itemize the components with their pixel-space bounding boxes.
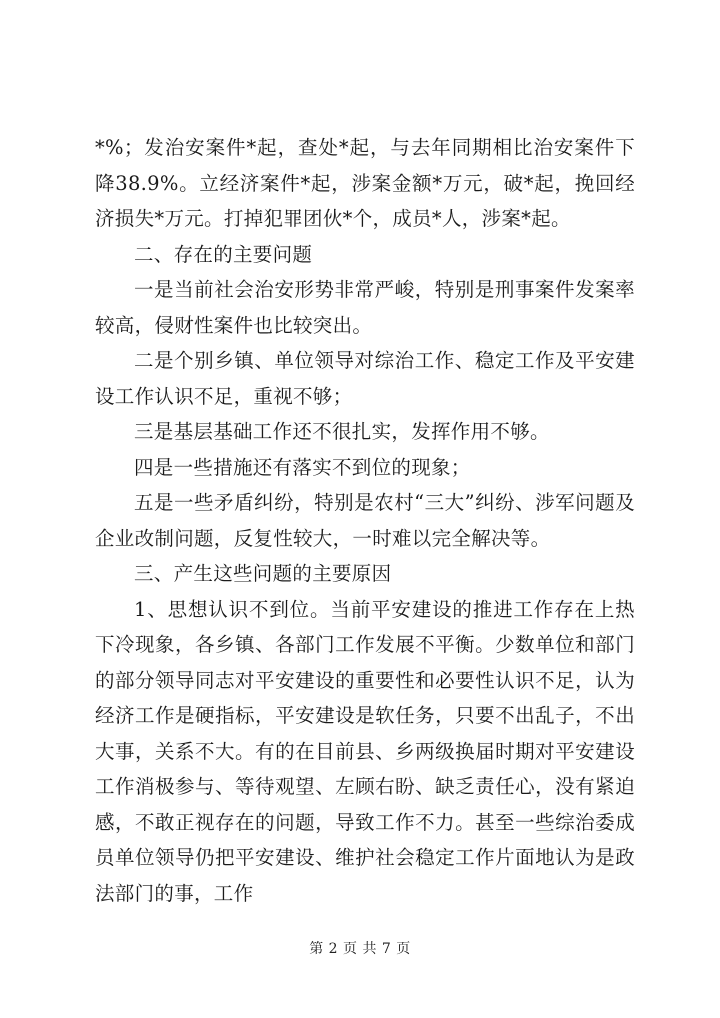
paragraph-problem-5: 五是一些矛盾纠纷，特别是农村“三大”纠纷、涉军问题及企业改制问题，反复性较大，一时难以完全解决等。 bbox=[95, 491, 635, 550]
section-heading-main-causes: 三、产生这些问题的主要原因 bbox=[134, 562, 392, 585]
paragraph-statistics-continued: *%；发治安案件*起，查处*起，与去年同期相比治安案件下降38.9%。立经济案件*起，涉案金额*万元，破*起，挽回经济损失*万元。打掉犯罪团伙*个，成员*人，涉案*起。 bbox=[95, 136, 635, 230]
paragraph-problem-2: 二是个别乡镇、单位领导对综治工作、稳定工作及平安建设工作认识不足，重视不够； bbox=[95, 349, 635, 408]
paragraph-problem-3: 三是基层基础工作还不很扎实，发挥作用不够。 bbox=[134, 420, 550, 443]
document-body bbox=[95, 130, 635, 911]
section-heading-main-problems: 二、存在的主要问题 bbox=[134, 242, 313, 266]
paragraph-problem-4: 四是一些措施还有落实不到位的现象； bbox=[134, 455, 471, 479]
paragraph-cause-1: 1、思想认识不到位。当前平安建设的推进工作存在上热下冷现象，各乡镇、各部门工作发展不平衡。少数单位和部门的部分领导同志对平安建设的重要性和必要性认识不足，认为经济工作是硬指标，平安建设是软任务，只要不出乱子，不出大事，关系不大。有的在目前县、乡两级换届时期对平安建设工作消极参与、等待观望、左顾右盼、缺乏责任心，没有紧迫感，不敢正视存在的问题，导致工作不力。甚至一些综治委成员单位领导仍把平安建设、维护社会稳定工作片面地认为是政法部门的事，工作 bbox=[95, 597, 635, 905]
paragraph-problem-1: 一是当前社会治安形势非常严峻，特别是刑事案件发案率较高，侵财性案件也比较突出。 bbox=[95, 278, 635, 337]
page-number-footer: 第 2 页 共 7 页 bbox=[309, 941, 411, 957]
